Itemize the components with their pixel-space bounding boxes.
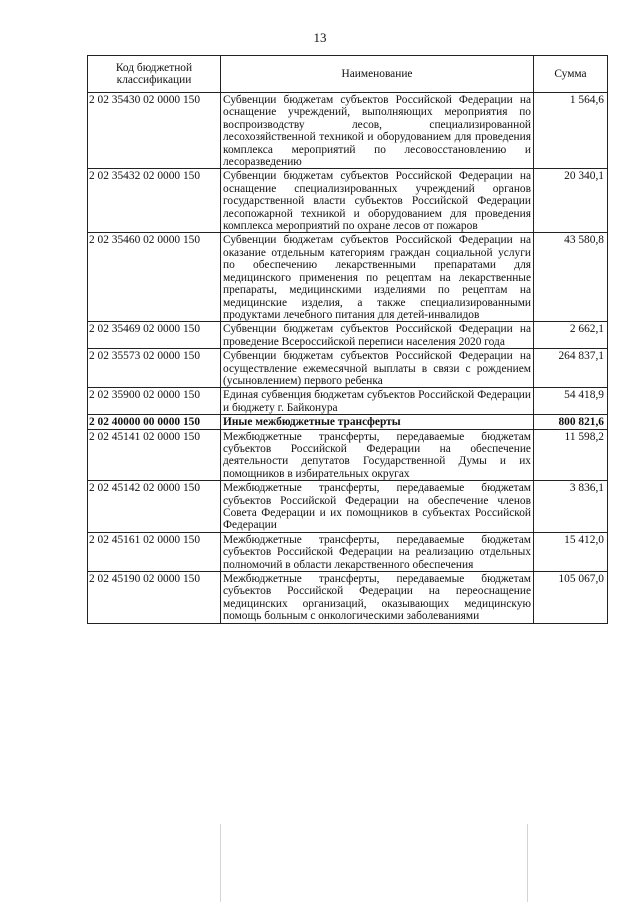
description-cell: Единая субвенция бюджетам субъектов Российской Федерации и бюджету г. Байконура [221, 388, 534, 415]
table-row [88, 169, 608, 233]
table-header-row [88, 56, 608, 93]
budget-code-cell: 2 02 45190 02 0000 150 [88, 572, 221, 624]
amount-cell: 20 340,1 [534, 169, 608, 233]
description-cell: Иные межбюджетные трансферты [221, 415, 534, 429]
amount-cell: 800 821,6 [534, 415, 608, 429]
column-divider-mark [527, 824, 528, 902]
table-row [88, 532, 608, 571]
column-header-name: Наименование [221, 56, 534, 93]
amount-cell: 3 836,1 [534, 481, 608, 533]
budget-code-cell: 2 02 35430 02 0000 150 [88, 93, 221, 169]
budget-code-cell: 2 02 45161 02 0000 150 [88, 532, 221, 571]
column-header-sum: Сумма [534, 56, 608, 93]
table-row [88, 572, 608, 624]
table-row [88, 322, 608, 349]
column-header-code: Код бюджетной классификации [88, 56, 221, 93]
table-row [88, 415, 608, 429]
table-row [88, 481, 608, 533]
budget-classification-table [87, 55, 608, 624]
table-row [88, 388, 608, 415]
description-cell: Межбюджетные трансферты, передаваемые бюджетам субъектов Российской Федерации на обеспечение деятельности депутатов Государственной Думы и их помощников в избирательных округах [221, 429, 534, 481]
budget-code-cell: 2 02 40000 00 0000 150 [88, 415, 221, 429]
description-cell: Субвенции бюджетам субъектов Российской Федерации на проведение Всероссийской переписи населения 2020 года [221, 322, 534, 349]
budget-code-cell: 2 02 35460 02 0000 150 [88, 233, 221, 322]
amount-cell: 54 418,9 [534, 388, 608, 415]
description-cell: Межбюджетные трансферты, передаваемые бюджетам субъектов Российской Федерации на реализацию отдельных полномочий в области лекарственного обеспечения [221, 532, 534, 571]
amount-cell: 1 564,6 [534, 93, 608, 169]
page-number: 13 [313, 30, 327, 45]
amount-cell: 11 598,2 [534, 429, 608, 481]
budget-code-cell: 2 02 45141 02 0000 150 [88, 429, 221, 481]
table-row [88, 349, 608, 388]
table-row [88, 93, 608, 169]
column-divider-mark [220, 824, 221, 902]
description-cell: Субвенции бюджетам субъектов Российской Федерации на оснащение учреждений, выполняющих мероприятия по воспроизводству лесов, специализированной лесохозяйственной техникой и оборудованием для проведения комплекса мероприятий по лесовосстановлению и лесоразведению [221, 93, 534, 169]
description-cell: Субвенции бюджетам субъектов Российской Федерации на осуществление ежемесячной выплаты в связи с рождением (усыновлением) первого ребенка [221, 349, 534, 388]
table-body [88, 93, 608, 624]
description-cell: Субвенции бюджетам субъектов Российской Федерации на оказание отдельным категориям граждан социальной услуги по обеспечению лекарственными препаратами для медицинского применения по рецептам на лекарственные препараты, медицинскими изделиями по рецептам на медицинские изделия, а также специализированными продуктами лечебного питания для детей-инвалидов [221, 233, 534, 322]
description-cell: Межбюджетные трансферты, передаваемые бюджетам субъектов Российской Федерации на обеспечение членов Совета Федерации и их помощников в субъектах Российской Федерации [221, 481, 534, 533]
budget-code-cell: 2 02 45142 02 0000 150 [88, 481, 221, 533]
budget-code-cell: 2 02 35469 02 0000 150 [88, 322, 221, 349]
amount-cell: 15 412,0 [534, 532, 608, 571]
budget-code-cell: 2 02 35900 02 0000 150 [88, 388, 221, 415]
budget-code-cell: 2 02 35573 02 0000 150 [88, 349, 221, 388]
budget-code-cell: 2 02 35432 02 0000 150 [88, 169, 221, 233]
table-row [88, 429, 608, 481]
description-cell: Субвенции бюджетам субъектов Российской Федерации на оснащение специализированных учреждений органов государственной власти субъектов Российской Федерации лесопожарной техникой и оборудованием для проведения комплекса мероприятий по охране лесов от пожаров [221, 169, 534, 233]
amount-cell: 105 067,0 [534, 572, 608, 624]
amount-cell: 43 580,8 [534, 233, 608, 322]
amount-cell: 264 837,1 [534, 349, 608, 388]
table-row [88, 233, 608, 322]
description-cell: Межбюджетные трансферты, передаваемые бюджетам субъектов Российской Федерации на переоснащение медицинских организаций, оказывающих медицинскую помощь больным с онкологическими заболеваниями [221, 572, 534, 624]
amount-cell: 2 662,1 [534, 322, 608, 349]
